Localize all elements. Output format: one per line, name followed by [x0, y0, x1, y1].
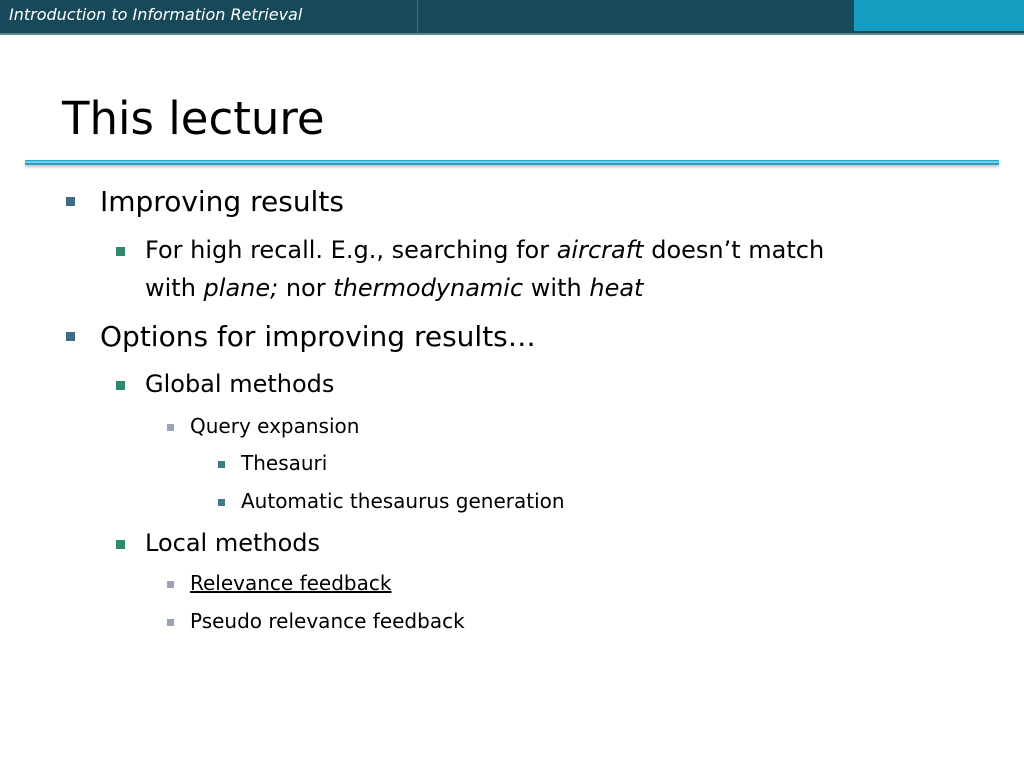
text-segment: For high recall. E.g., searching for: [145, 236, 557, 264]
bullet-query-expansion: Query expansion: [190, 414, 360, 438]
bullet-square-icon: [66, 332, 75, 341]
text-segment: with: [523, 274, 590, 302]
bullet-square-icon: [167, 619, 174, 626]
text-italic-aircraft: aircraft: [556, 236, 644, 264]
bullet-square-icon: [218, 461, 225, 468]
bullet-local-methods: Local methods: [145, 529, 321, 557]
bullet-square-icon: [116, 247, 125, 256]
relevance-feedback-link[interactable]: Relevance feedback: [190, 571, 392, 595]
header-divider: [417, 0, 418, 33]
bullet-square-icon: [66, 197, 75, 206]
bullet-square-icon: [167, 424, 174, 431]
text-italic-heat: heat: [589, 274, 644, 302]
text-segment: with: [145, 274, 204, 302]
bullet-square-icon: [116, 540, 125, 549]
bullet-square-icon: [167, 581, 174, 588]
bullet-square-icon: [116, 381, 125, 390]
bullet-thesauri: Thesauri: [241, 451, 328, 475]
text-italic-plane: plane;: [203, 274, 279, 302]
title-rule-highlight: [25, 161, 999, 163]
header-accent: [854, 0, 1024, 31]
text-italic-thermodynamic: thermodynamic: [333, 274, 524, 302]
header-title: Introduction to Information Retrieval: [9, 5, 303, 24]
text-segment: nor: [278, 274, 334, 302]
bullet-pseudo-relevance-feedback: Pseudo relevance feedback: [190, 609, 465, 633]
bullet-global-methods: Global methods: [145, 370, 335, 398]
bullet-high-recall-line2: [145, 274, 643, 302]
bullet-options: Options for improving results…: [100, 320, 536, 353]
bullet-automatic-thesaurus: Automatic thesaurus generation: [241, 489, 565, 513]
bullet-square-icon: [218, 499, 225, 506]
slide-title: This lecture: [62, 92, 325, 145]
text-segment: doesn’t match: [643, 236, 825, 264]
bullet-improving-results: Improving results: [100, 185, 344, 218]
bullet-high-recall-line1: [145, 236, 824, 264]
